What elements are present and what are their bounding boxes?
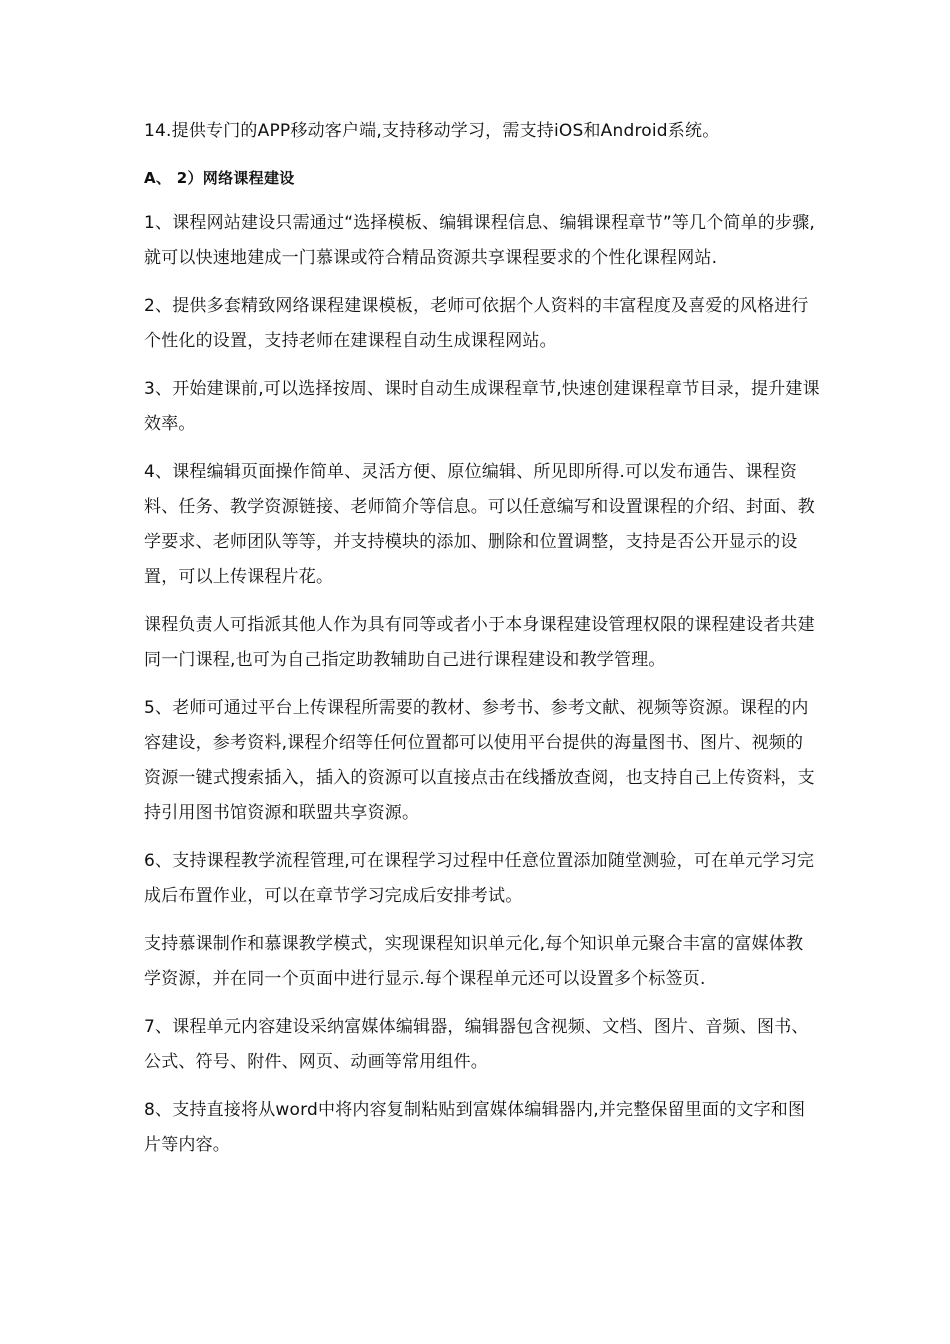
item-6-mooc-mode: 支持慕课制作和慕课教学模式，实现课程知识单元化,每个知识单元聚合丰富的富媒体教学资源，并在同一个页面中进行显示.每个课程单元还可以设置多个标签页.: [144, 934, 804, 989]
item-7-rich-media-editor: 7、课程单元内容建设采纳富媒体编辑器，编辑器包含视频、文档、图片、音频、图书、公式、符号、附件、网页、动画等常用组件。: [144, 1017, 809, 1072]
item-4-course-owner-delegation: 课程负责人可指派其他人作为具有同等或者小于本身课程建设管理权限的课程建设者共建同一门课程,也可为自己指定助教辅助自己进行课程建设和教学管理。: [144, 615, 815, 670]
item-4-page-editing: 4、课程编辑页面操作简单、灵活方便、原位编辑、所见即所得.可以发布通告、课程资料、任务、教学资源链接、老师简介等信息。可以任意编写和设置课程的介绍、封面、教学要求、老师团队等等，并支持模块的添加、删除和位置调整，支持是否公开显示的设置，可以上传课程片花。: [144, 462, 815, 587]
item-3-chapter-generation: 3、开始建课前,可以选择按周、课时自动生成课程章节,快速创建课程章节目录，提升建课效率。: [144, 379, 820, 434]
document-body: [144, 114, 820, 1176]
item-5-resource-upload: 5、老师可通过平台上传课程所需要的教材、参考书、参考文献、视频等资源。课程的内容建设，参考资料,课程介绍等任何位置都可以使用平台提供的海量图书、图片、视频的资源一键式搜索插入，插入的资源可以直接点击在线播放查阅，也支持自己上传资料，支持引用图书馆资源和联盟共享资源。: [144, 698, 815, 823]
item-6-teaching-flow: 6、支持课程教学流程管理,可在课程学习过程中任意位置添加随堂测验，可在单元学习完成后布置作业，可以在章节学习完成后安排考试。: [144, 851, 815, 906]
section-heading-course-construction: A、 2）网络课程建设: [144, 169, 295, 187]
item-1-course-website: 1、课程网站建设只需通过“选择模板、编辑课程信息、编辑课程章节”等几个简单的步骤,就可以快速地建成一门慕课或符合精品资源共享课程要求的个性化课程网站.: [144, 213, 816, 268]
item-2-course-templates: 2、提供多套精致网络课程建课模板，老师可依据个人资料的丰富程度及喜爱的风格进行个性化的设置，支持老师在建课程自动生成课程网站。: [144, 296, 809, 351]
item-14-app-client: 14.提供专门的APP移动客户端,支持移动学习，需支持iOS和Android系统。: [144, 121, 720, 141]
item-8-word-paste: 8、支持直接将从word中将内容复制粘贴到富媒体编辑器内,并完整保留里面的文字和图片等内容。: [144, 1100, 806, 1155]
